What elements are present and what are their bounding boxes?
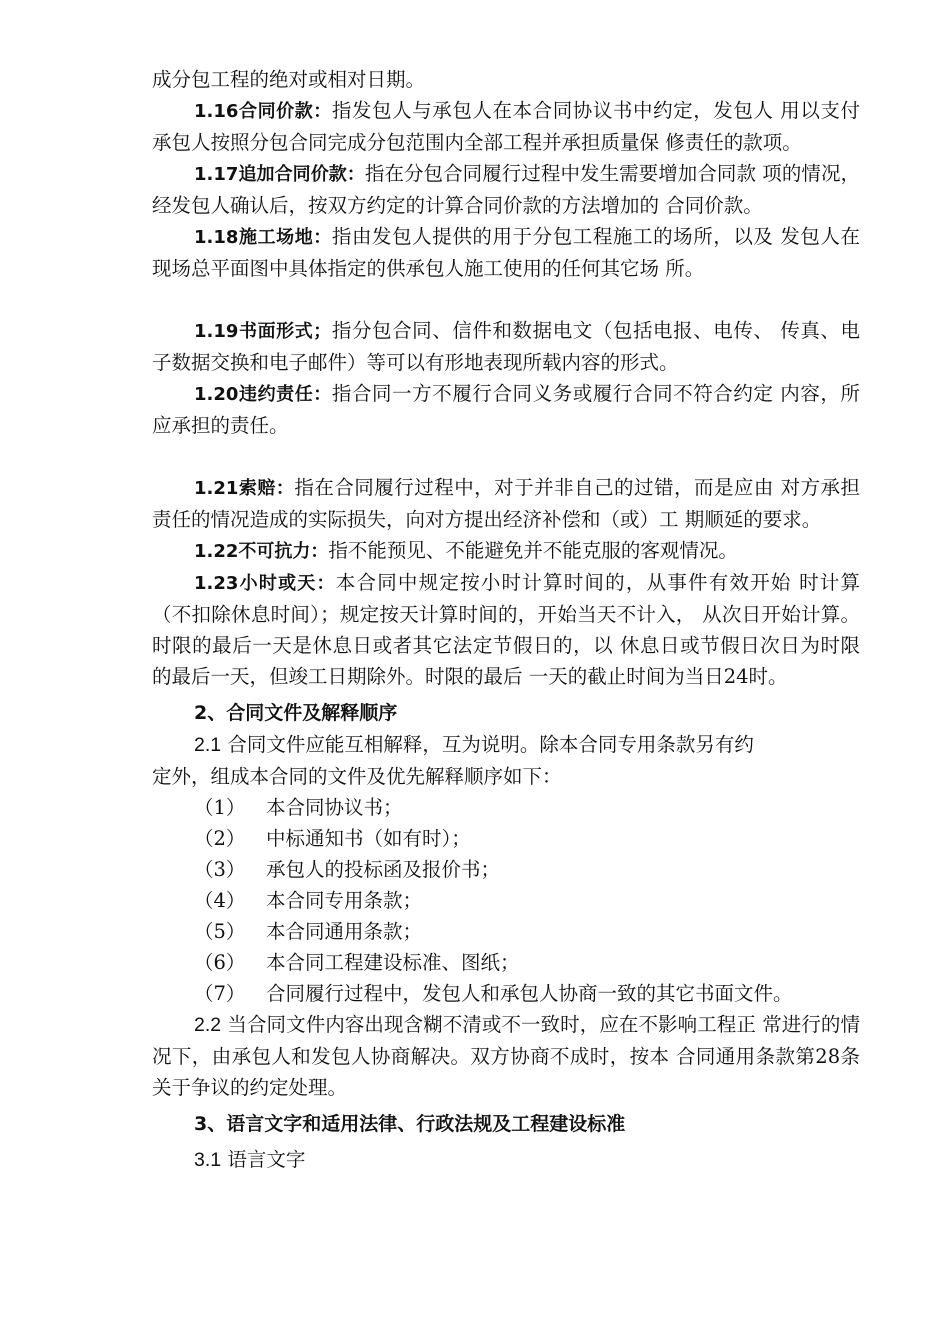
- list-item: [152, 792, 860, 823]
- term-label: 索赔: [238, 478, 276, 499]
- clause-number: 1.16: [194, 101, 239, 122]
- term-separator: ：: [275, 478, 295, 499]
- definition-text: 指由发包人提供的用于分包工程施工的场所，以及 发包人在现场总平面图中具体指定的供承包人施工使用的任何其它场 所。: [152, 225, 861, 280]
- clause-2-1-line-1: [152, 729, 860, 761]
- list-number: （2）: [194, 827, 246, 850]
- term-label: 施工场地: [238, 227, 314, 248]
- term-separator: ：: [310, 541, 329, 562]
- clause-number: 1.18: [194, 227, 239, 248]
- term-separator: ；: [313, 321, 332, 342]
- document-list: [152, 792, 860, 1009]
- definition-text: 指发包人与承包人在本合同协议书中约定，发包人 用以支付承包人按照分包合同完成分包范围内全部工程并承担质量保 修责任的款项。: [152, 99, 861, 154]
- section-2-heading: 2、合同文件及解释顺序: [194, 702, 398, 724]
- list-text: 承包人的投标函及报价书；: [266, 858, 501, 881]
- continuation-line: 成分包工程的绝对或相对日期。: [152, 68, 426, 91]
- list-number: （3）: [194, 858, 246, 881]
- list-text: 本合同专用条款；: [266, 889, 423, 912]
- clause-number: 1.21: [194, 478, 239, 499]
- term-label: 不可抗力: [238, 541, 311, 562]
- clause-3-1: [152, 1144, 860, 1176]
- definition-text: 指不能预见、不能避免并不能克服的客观情况。: [328, 539, 738, 562]
- clause-text: 合同文件应能互相解释，互为说明。除本合同专用条款另有约: [227, 733, 754, 756]
- list-number: （1）: [194, 796, 246, 819]
- spacer: [152, 284, 860, 315]
- term-label: 书面形式: [238, 321, 314, 342]
- list-text: 本合同工程建设标准、图纸；: [266, 951, 520, 974]
- list-item: [152, 947, 860, 978]
- definition-1-18: [152, 221, 860, 284]
- clause-number: 3.1: [194, 1149, 222, 1171]
- term-separator: ：: [316, 573, 336, 594]
- definition-1-17: [152, 158, 860, 221]
- definition-text: 指在分包合同履行过程中发生需要增加合同款 项的情况，经发包人确认后，按双方约定的计算合同价款的方法增加的 合同价款。: [152, 162, 861, 217]
- term-separator: ：: [313, 384, 332, 405]
- term-label: 小时或天: [238, 573, 317, 594]
- term-separator: ：: [313, 101, 332, 122]
- term-label: 违约责任: [238, 384, 314, 405]
- list-number: （5）: [194, 920, 246, 943]
- clause-number: 1.22: [194, 541, 239, 562]
- list-text: 本合同通用条款；: [266, 920, 423, 943]
- list-number: （4）: [194, 889, 246, 912]
- term-label: 合同价款: [238, 101, 314, 122]
- list-item: [152, 823, 860, 854]
- definition-text: 本合同中规定按小时计算时间的，从事件有效开始 时计算（不扣除休息时间）；规定按天计算时间的，开始当天不计入， 从次日开始计算。时限的最后一天是休息日或者其它法定节假日的，以 休息日或节假日次日为时限的最后一天，但竣工日期除外。时限的最后 一天的截止时间为当日24时。: [152, 571, 861, 688]
- list-number: （7）: [194, 982, 246, 1005]
- definition-text: 指在合同履行过程中，对于并非自己的过错，而是应由 对方承担责任的情况造成的实际损失，向对方提出经济补偿和（或）工 期顺延的要求。: [152, 476, 861, 531]
- term-label: 追加合同价款: [238, 164, 347, 185]
- definition-1-20: [152, 378, 860, 441]
- definition-1-23: [152, 567, 860, 692]
- list-text: 本合同协议书；: [266, 796, 403, 819]
- clause-number: 2.1: [194, 734, 222, 756]
- definition-1-21: [152, 472, 860, 535]
- list-number: （6）: [194, 951, 246, 974]
- list-item: [152, 885, 860, 916]
- clause-number: 2.2: [194, 1014, 222, 1036]
- clause-2-1-line-2: 定外，组成本合同的文件及优先解释顺序如下：: [152, 765, 562, 788]
- definition-text: 指合同一方不履行合同义务或履行合同不符合约定 内容，所应承担的责任。: [152, 382, 861, 437]
- definition-text: 指分包合同、信件和数据电文（包括电报、电传、 传真、电子数据交换和电子邮件）等可以有形地表现所载内容的形式。: [152, 319, 860, 374]
- clause-number: 1.19: [194, 321, 239, 342]
- clause-text: 当合同文件内容出现含糊不清或不一致时，应在不影响工程正 常进行的情况下，由承包人和发包人协商解决。双方协商不成时，按本 合同通用条款第28条关于争议的约定处理。: [152, 1013, 860, 1099]
- term-separator: ：: [346, 164, 365, 185]
- definition-1-16: [152, 95, 860, 158]
- list-text: 中标通知书（如有时）；: [266, 827, 471, 850]
- clause-number: 1.17: [194, 164, 239, 185]
- clause-text: 语言文字: [227, 1148, 306, 1171]
- definition-1-22: [152, 535, 860, 567]
- section-3-heading: 3、语言文字和适用法律、行政法规及工程建设标准: [194, 1113, 626, 1135]
- spacer: [152, 441, 860, 472]
- list-item: [152, 978, 860, 1009]
- list-item: [152, 854, 860, 885]
- term-separator: ：: [313, 227, 332, 248]
- document-body: [152, 64, 860, 1176]
- list-item: [152, 916, 860, 947]
- clause-number: 1.23: [194, 573, 239, 594]
- clause-number: 1.20: [194, 384, 239, 405]
- definition-1-19: [152, 315, 860, 378]
- list-text: 合同履行过程中，发包人和承包人协商一致的其它书面文件。: [266, 982, 793, 1005]
- clause-2-2: [152, 1009, 860, 1103]
